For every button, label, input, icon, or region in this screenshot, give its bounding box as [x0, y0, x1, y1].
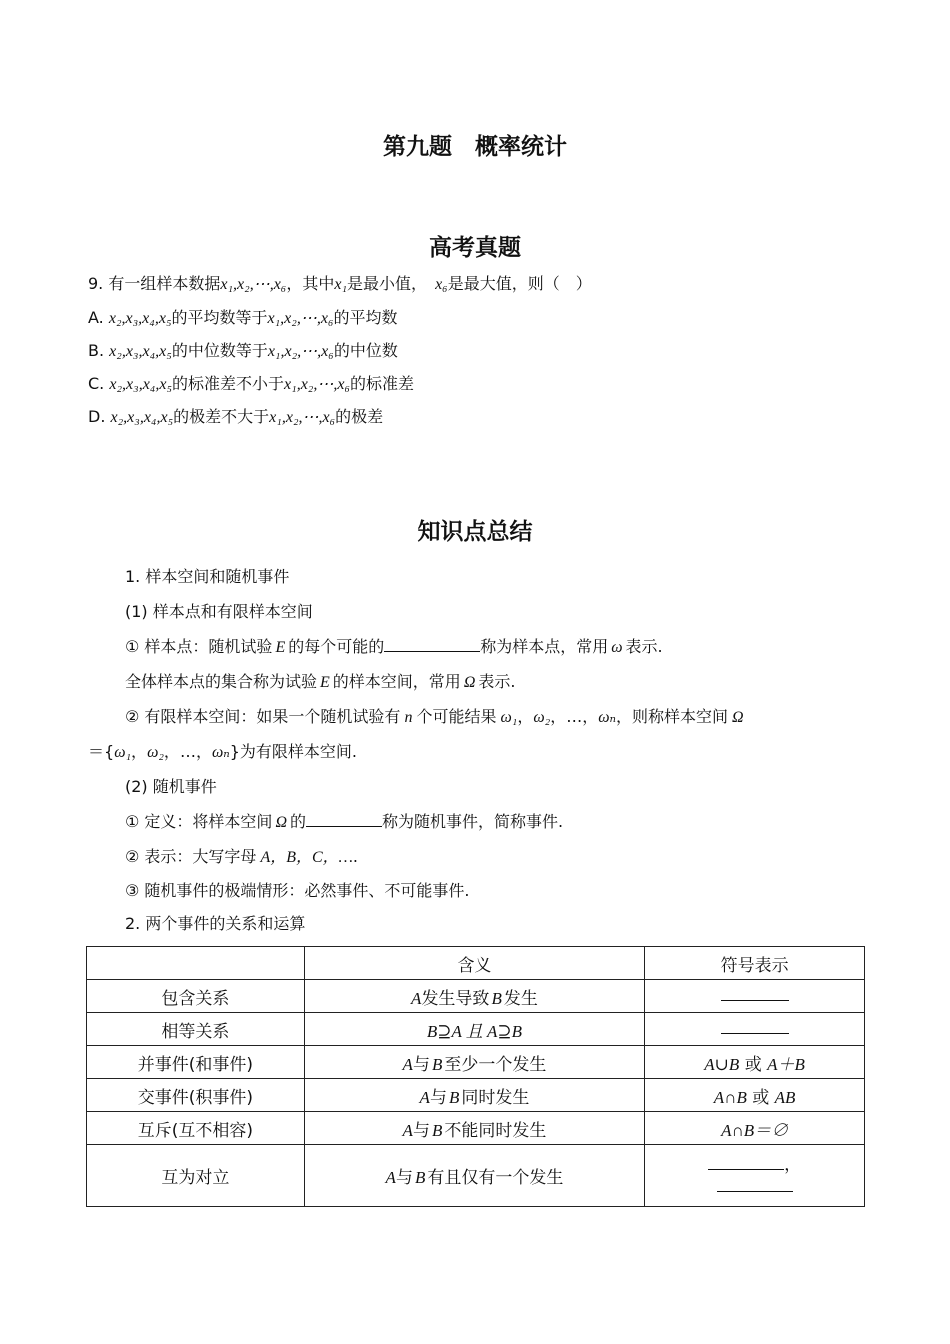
option-a[interactable]: A. x₂,x₃,x₄,x₅的平均数等于x₁,x₂,⋯,x₆的平均数: [88, 308, 398, 327]
table-row: 互为对立 A与 B 有且仅有一个发生 ，: [87, 1145, 865, 1207]
summary-line-3: ① 样本点：随机试验 E 的每个可能的 称为样本点，常用 ω 表示.: [125, 637, 663, 656]
summary-line-5: ② 有限样本空间：如果一个随机试验有 n 个可能结果 ω₁，ω₂，…，ωₙ，则称样本空间 Ω: [125, 707, 744, 726]
table-row: 包含关系 A发生导致 B 发生: [87, 980, 865, 1013]
summary-line-9: ② 表示：大写字母 A，B，C，….: [125, 847, 358, 866]
section-heading-summary: 知识点总结: [417, 519, 533, 545]
table-row: 互斥(互不相容) A与 B 不能同时发生 A∩B＝∅: [87, 1112, 865, 1145]
summary-line-7: (2) 随机事件: [125, 777, 217, 796]
table-row: 并事件(和事件) A与 B 至少一个发生 A∪B 或 A＋B: [87, 1046, 865, 1079]
option-c[interactable]: C. x₂,x₃,x₄,x₅的标准差不小于x₁,x₂,⋯,x₆的标准差: [88, 374, 415, 393]
summary-line-10: ③ 随机事件的极端情形：必然事件、不可能事件.: [125, 881, 470, 900]
fill-blank: [721, 990, 789, 1001]
option-d[interactable]: D. x₂,x₃,x₄,x₅的极差不大于x₁,x₂,⋯,x₆的极差: [88, 407, 384, 426]
summary-line-8: ① 定义：将样本空间 Ω 的 称为随机事件，简称事件.: [125, 812, 564, 831]
fill-blank: [721, 1023, 789, 1034]
table-header: 符号表示: [645, 947, 865, 980]
summary-line-2: (1) 样本点和有限样本空间: [125, 602, 313, 621]
summary-line-11: 2. 两个事件的关系和运算: [125, 914, 306, 933]
table-header: [87, 947, 305, 980]
fill-blank: [708, 1159, 784, 1170]
question-stem: 9. 有一组样本数据x₁,x₂,⋯,x₆，其中x₁是最小值， x₆是最大值，则（ ）: [88, 274, 592, 293]
fill-blank: [306, 812, 382, 827]
fill-blank: [717, 1181, 793, 1192]
table-header: 含义: [304, 947, 645, 980]
summary-line-1: 1. 样本空间和随机事件: [125, 567, 290, 586]
table-row: 相等关系 B⊇A 且 A⊇B: [87, 1013, 865, 1046]
page-title: 第九题 概率统计: [383, 134, 567, 160]
summary-line-4: 全体样本点的集合称为试验 E 的样本空间，常用 Ω 表示.: [125, 672, 516, 691]
table-row: 交事件(积事件) A与 B 同时发生 A∩B 或 AB: [87, 1079, 865, 1112]
summary-line-6: ＝{ω₁，ω₂，…，ωₙ}为有限样本空间.: [88, 742, 358, 761]
option-b[interactable]: B. x₂,x₃,x₄,x₅的中位数等于x₁,x₂,⋯,x₆的中位数: [88, 341, 398, 360]
section-heading-exam: 高考真题: [429, 235, 521, 261]
event-relations-table: [86, 946, 865, 1207]
fill-blank: [384, 637, 480, 652]
table-header-row: [87, 947, 865, 980]
